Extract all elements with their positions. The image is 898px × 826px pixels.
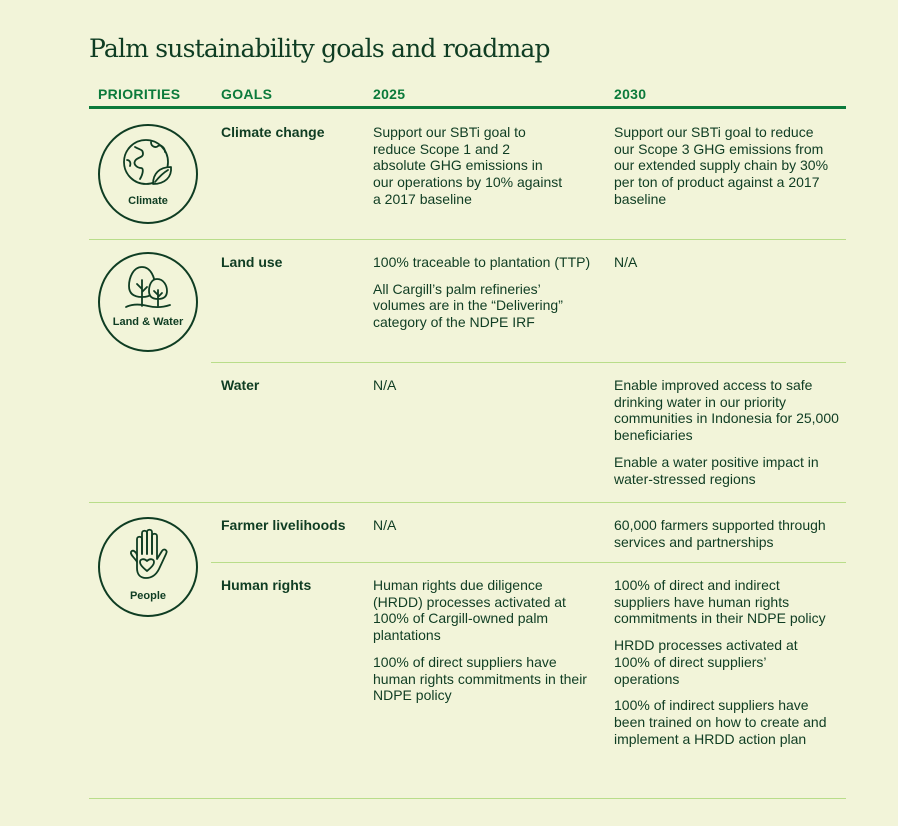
priority-label-land-water: Land & Water (112, 316, 184, 328)
trees-icon (123, 264, 173, 314)
header-divider (89, 106, 846, 109)
farmer-2025-cell (373, 517, 593, 544)
goal-farmer-livelihoods: Farmer livelihoods (221, 517, 346, 533)
goal-land-use: Land use (221, 254, 283, 270)
farmer-2025-text: N/A (373, 517, 397, 533)
header-2030: 2030 (614, 86, 647, 102)
goal-water: Water (221, 377, 260, 393)
land-water-priority-badge (98, 252, 198, 352)
human-rights-2025-text-2: 100% of direct suppliers have human rights commitments in their NDPE policy (373, 653, 587, 704)
human-rights-2025-cell (373, 577, 588, 714)
land-use-2030-text: N/A (614, 254, 638, 270)
header-2025: 2025 (373, 86, 406, 102)
earth-leaf-icon (121, 136, 175, 190)
goal-climate-change: Climate change (221, 124, 325, 140)
human-rights-2030-text-2: HRDD processes activated at 100% of direct suppliers’ operations (614, 637, 798, 687)
row-divider (211, 362, 846, 363)
human-rights-2030-text-3: 100% of indirect suppliers have been trained on how to create and implement a HRDD action plan (614, 697, 827, 747)
land-use-2025-text-2: All Cargill’s palm refineries’ volumes are in the “Delivering” category of the NDPE IRF (373, 280, 563, 331)
land-use-2025-text-1: 100% traceable to plantation (TTP) (373, 254, 591, 270)
farmer-2030-text: 60,000 farmers supported through services and partnerships (614, 517, 826, 550)
water-2025-text: N/A (373, 377, 397, 393)
climate-2030-cell (614, 124, 829, 218)
table-bottom-rule (89, 798, 846, 799)
climate-2025-text: Support our SBTi goal to reduce Scope 1 and 2 absolute GHG emissions in our operations by 10% against a 2017 baseline (373, 124, 563, 207)
land-use-2025-cell (373, 254, 595, 341)
row-divider (211, 562, 846, 563)
priority-label-people: People (129, 590, 167, 602)
farmer-2030-cell (614, 517, 846, 560)
water-2025-cell (373, 377, 593, 404)
climate-2025-cell (373, 124, 563, 218)
header-priorities: PRIORITIES (98, 86, 181, 102)
climate-priority-badge (98, 124, 198, 224)
goal-human-rights: Human rights (221, 577, 312, 593)
page-title: Palm sustainability goals and roadmap (89, 34, 550, 63)
water-2030-cell (614, 377, 839, 497)
header-goals: GOALS (221, 86, 273, 102)
priority-label-climate: Climate (128, 195, 168, 207)
water-2030-text-1: Enable improved access to safe drinking water in our priority communities in Indonesia for 25,000 beneficiaries (614, 377, 839, 444)
human-rights-2030-cell (614, 577, 829, 757)
human-rights-2025-text-1: Human rights due diligence (HRDD) processes activated at 100% of Cargill-owned palm plantations (373, 577, 566, 644)
hand-heart-icon (126, 528, 170, 582)
people-priority-badge (98, 517, 198, 617)
human-rights-2030-text-1: 100% of direct and indirect suppliers have human rights commitments in their NDPE policy (614, 577, 826, 627)
row-divider (89, 239, 846, 240)
land-use-2030-cell (614, 254, 834, 281)
water-2030-text-2: Enable a water positive impact in water-stressed regions (614, 453, 819, 487)
climate-2030-text: Support our SBTi goal to reduce our Scope 3 GHG emissions from our extended supply chain by 30% per ton of product against a 2017 baseline (614, 124, 829, 207)
row-divider (89, 502, 846, 503)
